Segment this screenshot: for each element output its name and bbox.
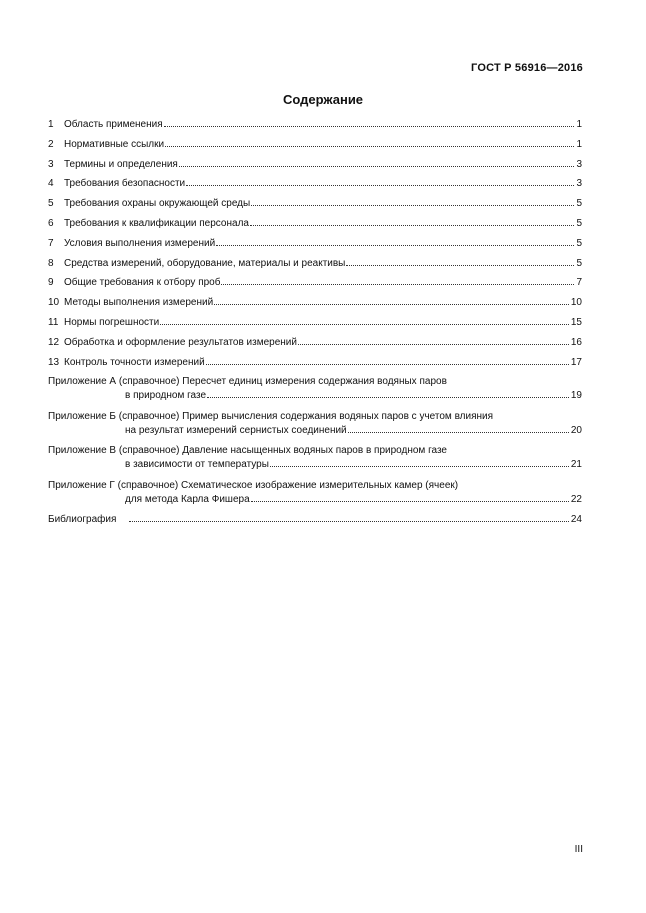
toc-entry[interactable]	[48, 158, 582, 178]
toc-entry-text: Термины и определения	[64, 158, 178, 170]
leader-dots	[160, 324, 569, 325]
toc-entry-page: 5	[576, 257, 582, 269]
appendix-page: 19	[570, 390, 582, 402]
toc-entry-text: Требования охраны окружающей среды	[64, 198, 251, 210]
toc-entry-page: 1	[576, 138, 582, 150]
toc-entry-text: Нормативные ссылки	[64, 138, 165, 150]
appendix-entry[interactable]	[48, 444, 582, 472]
leader-dots	[129, 521, 568, 522]
toc-entry[interactable]	[48, 276, 582, 296]
toc-entry-page: 5	[576, 198, 582, 210]
toc-entry-page: 5	[576, 237, 582, 249]
bibliography-text: Библиография	[48, 514, 117, 526]
appendix-page: 20	[570, 424, 582, 436]
appendix-title: Приложение Г (справочное) Схематическое изображение измерительных камер (ячеек)	[48, 479, 459, 491]
leader-dots	[207, 397, 569, 398]
toc-entry-text: Обработка и оформление результатов измерений	[64, 336, 297, 348]
toc-entry-text: Условия выполнения измерений	[64, 237, 216, 249]
toc-entry-number: 12	[48, 336, 60, 348]
appendix-title-continuation: в зависимости от температуры	[125, 459, 269, 471]
appendix-title-continuation: в природном газе	[125, 390, 207, 402]
toc-entry-number: 3	[48, 158, 54, 170]
leader-dots	[251, 501, 569, 502]
bibliography-entry[interactable]	[48, 513, 582, 533]
leader-dots	[298, 344, 569, 345]
appendix-entry[interactable]	[48, 479, 582, 507]
leader-dots	[186, 185, 574, 186]
toc-entry-page: 15	[570, 316, 582, 328]
toc-entry-number: 6	[48, 217, 54, 229]
table-of-contents	[48, 118, 582, 533]
toc-entry-text: Общие требования к отбору проб	[64, 277, 221, 289]
leader-dots	[221, 284, 574, 285]
toc-entry-number: 2	[48, 138, 54, 150]
toc-entry-number: 9	[48, 277, 54, 289]
toc-entry-page: 7	[576, 277, 582, 289]
toc-entry[interactable]	[48, 356, 582, 376]
toc-entry-text: Контроль точности измерений	[64, 356, 205, 368]
toc-entry-page: 10	[570, 297, 582, 309]
toc-entry[interactable]	[48, 336, 582, 356]
appendix-entry[interactable]	[48, 410, 582, 438]
toc-entry-number: 5	[48, 198, 54, 210]
leader-dots	[214, 304, 569, 305]
toc-entry-number: 8	[48, 257, 54, 269]
leader-dots	[250, 225, 574, 226]
toc-entry-page: 1	[576, 119, 582, 130]
appendix-title-continuation: для метода Карла Фишера	[125, 493, 250, 505]
leader-dots	[179, 166, 575, 167]
toc-entry-page: 3	[576, 158, 582, 170]
leader-dots	[216, 245, 574, 246]
appendix-page: 22	[570, 493, 582, 505]
leader-dots	[164, 126, 575, 127]
toc-entry[interactable]	[48, 257, 582, 277]
leader-dots	[346, 265, 574, 266]
toc-entry[interactable]	[48, 217, 582, 237]
toc-entry-number: 7	[48, 237, 54, 249]
leader-dots	[165, 146, 574, 147]
bibliography-page: 24	[570, 514, 582, 526]
toc-entry-text: Требования безопасности	[64, 178, 186, 190]
leader-dots	[206, 364, 569, 365]
toc-entry[interactable]	[48, 197, 582, 217]
toc-entry-number: 4	[48, 178, 54, 190]
toc-entry-number: 1	[48, 119, 54, 130]
appendix-title-continuation: на результат измерений сернистых соединений	[125, 424, 347, 436]
leader-dots	[348, 432, 569, 433]
toc-entry-text: Методы выполнения измерений	[64, 297, 214, 309]
toc-entry-text: Область применения	[64, 119, 163, 130]
toc-entry[interactable]	[48, 316, 582, 336]
toc-entry-text: Средства измерений, оборудование, материалы и реактивы	[64, 257, 346, 269]
appendix-title: Приложение В (справочное) Давление насыщенных водяных паров в природном газе	[48, 445, 447, 457]
standard-designation: ГОСТ Р 56916—2016	[471, 62, 583, 74]
toc-entry[interactable]	[48, 138, 582, 158]
leader-dots	[270, 466, 569, 467]
toc-entry-page: 3	[576, 178, 582, 190]
appendix-page: 21	[570, 459, 582, 471]
page-title: Содержание	[282, 92, 364, 107]
toc-entry-number: 11	[48, 316, 59, 328]
toc-entry-text: Нормы погрешности	[64, 316, 160, 328]
appendix-entry[interactable]	[48, 375, 582, 403]
toc-entry[interactable]	[48, 237, 582, 257]
toc-entry-page: 16	[570, 336, 582, 348]
toc-entry-number: 13	[48, 356, 60, 368]
appendix-title: Приложение Б (справочное) Пример вычисления содержания водяных паров с учетом влияния	[48, 410, 494, 422]
toc-entry[interactable]	[48, 177, 582, 197]
toc-entry[interactable]	[48, 118, 582, 138]
toc-entry-number: 10	[48, 297, 60, 309]
page-number: III	[574, 844, 583, 855]
appendix-title: Приложение А (справочное) Пересчет единиц измерения содержания водяных паров	[48, 376, 447, 388]
toc-entry[interactable]	[48, 296, 582, 316]
toc-entry-page: 17	[570, 356, 582, 368]
leader-dots	[251, 205, 574, 206]
toc-entry-page: 5	[576, 217, 582, 229]
toc-entry-text: Требования к квалификации персонала	[64, 217, 249, 229]
